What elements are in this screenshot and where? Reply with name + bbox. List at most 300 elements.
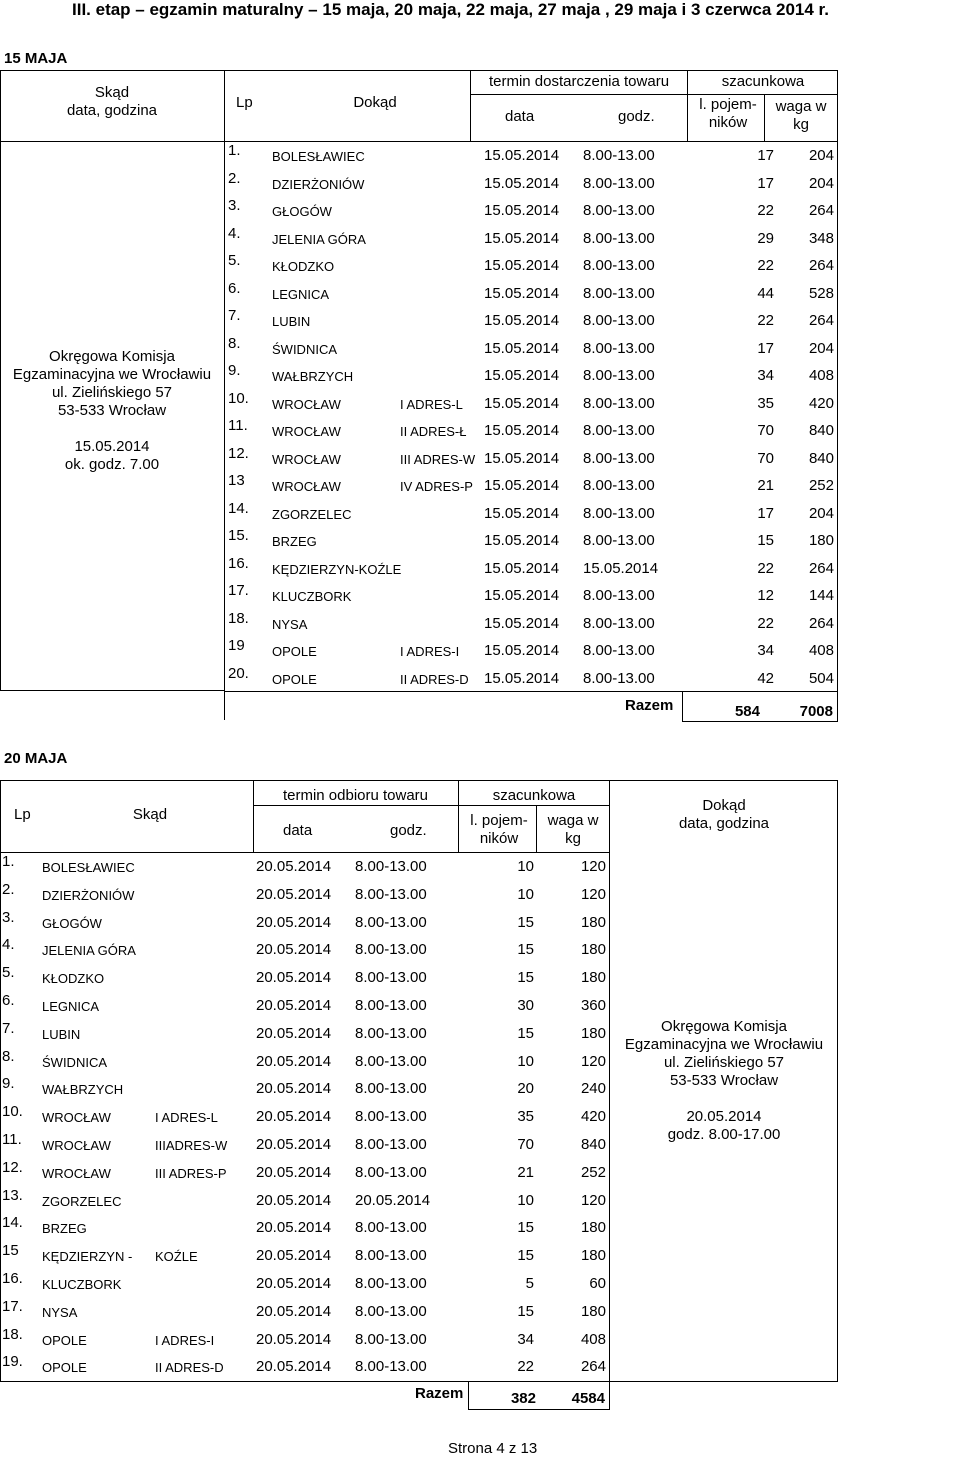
- row-date: 20.05.2014: [256, 1024, 332, 1042]
- row-containers: 10: [517, 858, 534, 875]
- row-city: WROCŁAW: [272, 396, 341, 412]
- row-containers: 42: [757, 669, 774, 687]
- row-containers: 22: [757, 202, 774, 219]
- row-lp: 9.: [228, 362, 241, 379]
- row-lp: 8.: [2, 1047, 15, 1065]
- row-weight: 420: [580, 1108, 606, 1126]
- row-containers: 22: [517, 1358, 534, 1376]
- row-address: III ADRES-W: [400, 451, 476, 467]
- row-containers: 34: [517, 1330, 534, 1348]
- row-address: II ADRES-D: [400, 671, 469, 687]
- row-weight: 408: [808, 642, 834, 659]
- row-date: 20.05.2014: [256, 941, 332, 959]
- row-city: LUBIN: [42, 1026, 81, 1042]
- row-city: WROCŁAW: [272, 451, 341, 467]
- row-containers: 35: [757, 394, 774, 412]
- table-row: [224, 527, 838, 555]
- row-lp: 18.: [228, 609, 249, 627]
- row-city: LEGNICA: [42, 999, 100, 1014]
- row-lp: 5.: [2, 964, 15, 982]
- row-time: 8.00-13.00: [355, 1108, 427, 1126]
- row-lp: 19: [228, 637, 245, 654]
- header-godz: godz.: [618, 108, 655, 125]
- table-row: [0, 1270, 610, 1298]
- header-waga-2: waga w: [547, 812, 599, 829]
- table-row: [0, 1075, 610, 1103]
- table-row: [224, 362, 838, 390]
- row-weight: 180: [580, 1024, 606, 1042]
- row-lp: 16.: [2, 1270, 23, 1287]
- row-address: I ADRES-L: [400, 396, 463, 412]
- destination-address: Okręgowa Komisja Egzaminacyjna we Wrocławiu ul. Zielińskiego 57 53-533 Wrocław 20.05.2014 godz. 8.00-17.00: [624, 1018, 824, 1143]
- row-city: KLUCZBORK: [42, 1277, 122, 1292]
- row-time: 8.00-13.00: [355, 1219, 427, 1237]
- row-weight: 840: [808, 449, 834, 467]
- header-dokad: Dokąd: [353, 94, 397, 111]
- table-15-maja: [0, 70, 838, 722]
- header-pojem-2: l. pojem-: [470, 812, 528, 829]
- row-time: 8.00-13.00: [583, 147, 655, 164]
- razem-label: Razem: [625, 697, 674, 714]
- row-date: 20.05.2014: [256, 1302, 332, 1320]
- row-lp: 12.: [228, 444, 249, 462]
- row-date: 15.05.2014: [484, 257, 560, 274]
- table-row: [224, 335, 838, 363]
- table-row: [0, 1353, 610, 1381]
- row-weight: 264: [580, 1358, 606, 1376]
- row-containers: 10: [517, 885, 534, 903]
- row-lp: 16.: [228, 554, 249, 572]
- row-weight: 264: [808, 202, 834, 219]
- row-time: 8.00-13.00: [583, 504, 655, 522]
- table-row: [0, 1103, 610, 1131]
- table-row: [224, 252, 838, 280]
- razem-pojemniki-2: 382: [510, 1390, 536, 1407]
- row-address: I ADRES-I: [155, 1332, 215, 1348]
- row-date: 15.05.2014: [484, 422, 560, 439]
- row-city: OPOLE: [42, 1360, 87, 1376]
- row-lp: 5.: [228, 252, 241, 269]
- header-dokad-data-2: data, godzina: [678, 815, 770, 832]
- row-lp: 18.: [2, 1325, 23, 1343]
- table-row: [224, 197, 838, 225]
- row-city: BOLESŁAWIEC: [42, 860, 135, 875]
- row-city: WAŁBRZYCH: [42, 1082, 124, 1098]
- row-time: 8.00-13.00: [355, 913, 427, 931]
- row-city: LUBIN: [272, 314, 311, 329]
- row-city: WROCŁAW: [42, 1110, 111, 1126]
- razem-waga: 7008: [799, 703, 833, 720]
- row-containers: 34: [757, 642, 774, 659]
- row-lp: 7.: [2, 1019, 15, 1037]
- row-city: KĘDZIERZYN-KOŹLE: [272, 561, 402, 577]
- row-lp: 20.: [228, 664, 249, 682]
- row-address: II ADRES-Ł: [400, 424, 467, 439]
- header-pojem: l. pojem-: [699, 96, 757, 113]
- header-termin: termin dostarczenia towaru: [488, 73, 670, 90]
- header-lp: Lp: [236, 94, 253, 111]
- row-containers: 17: [757, 339, 774, 357]
- row-containers: 5: [525, 1275, 534, 1292]
- row-date: 20.05.2014: [256, 1358, 332, 1376]
- table-row: [224, 307, 838, 335]
- row-containers: 17: [757, 174, 774, 192]
- row-date: 15.05.2014: [484, 147, 560, 164]
- row-lp: 7.: [228, 307, 241, 324]
- row-time: 8.00-13.00: [583, 669, 655, 687]
- row-lp: 17.: [228, 582, 249, 599]
- row-time: 8.00-13.00: [355, 1024, 427, 1042]
- row-date: 15.05.2014: [484, 559, 560, 577]
- row-containers: 22: [757, 614, 774, 632]
- row-containers: 15: [517, 941, 534, 959]
- row-city: BRZEG: [272, 534, 317, 549]
- row-containers: 10: [517, 1052, 534, 1070]
- row-containers: 22: [757, 257, 774, 274]
- row-date: 15.05.2014: [484, 284, 560, 302]
- row-containers: 34: [757, 367, 774, 384]
- header-pojem2: ników: [708, 114, 748, 131]
- header-skad-data: data, godzina: [66, 102, 158, 119]
- row-weight: 144: [808, 587, 834, 604]
- row-date: 20.05.2014: [256, 885, 332, 903]
- row-weight: 180: [580, 913, 606, 931]
- row-containers: 15: [517, 969, 534, 987]
- row-weight: 120: [580, 1052, 606, 1070]
- row-time: 8.00-13.00: [583, 587, 655, 604]
- row-containers: 15: [517, 1024, 534, 1042]
- row-weight: 204: [808, 147, 834, 164]
- row-weight: 204: [808, 339, 834, 357]
- row-weight: 120: [580, 885, 606, 903]
- row-weight: 840: [808, 422, 834, 439]
- row-containers: 22: [757, 559, 774, 577]
- row-lp: 11.: [2, 1131, 22, 1148]
- header-data-2: data: [283, 822, 313, 839]
- row-lp: 13.: [2, 1186, 23, 1204]
- row-city: OPOLE: [272, 644, 317, 659]
- row-lp: 4.: [228, 224, 241, 242]
- row-address: KOŹLE: [155, 1249, 198, 1265]
- row-city: KŁODZKO: [42, 971, 105, 987]
- row-lp: 6.: [228, 279, 241, 297]
- table-row: [224, 417, 838, 445]
- source-address: Okręgowa Komisja Egzaminacyjna we Wrocławiu ul. Zielińskiego 57 53-533 Wrocław 15.05.2014 ok. godz. 7.00: [12, 348, 212, 473]
- row-lp: 8.: [228, 334, 241, 352]
- row-city: DZIERŻONIÓW: [272, 176, 365, 192]
- row-containers: 17: [757, 147, 774, 164]
- row-city: GŁOGÓW: [272, 204, 332, 219]
- header-waga-kg-2: kg: [565, 830, 581, 847]
- row-date: 15.05.2014: [484, 477, 560, 494]
- row-lp: 17.: [2, 1297, 23, 1315]
- header-pojem2-2: ników: [479, 830, 519, 847]
- row-time: 8.00-13.00: [355, 1302, 427, 1320]
- row-lp: 1.: [2, 853, 15, 870]
- row-lp: 2.: [228, 169, 241, 187]
- row-weight: 504: [808, 669, 834, 687]
- row-weight: 348: [808, 229, 834, 247]
- row-date: 20.05.2014: [256, 1275, 332, 1292]
- row-time: 8.00-13.00: [583, 339, 655, 357]
- row-date: 20.05.2014: [256, 997, 332, 1014]
- row-date: 15.05.2014: [484, 229, 560, 247]
- row-lp: 13: [228, 472, 245, 489]
- row-city: WROCŁAW: [272, 424, 341, 439]
- row-containers: 35: [517, 1108, 534, 1126]
- row-city: BRZEG: [42, 1221, 87, 1237]
- row-time: 8.00-13.00: [355, 997, 427, 1014]
- row-containers: 29: [757, 229, 774, 247]
- row-time: 8.00-13.00: [355, 1275, 427, 1292]
- row-weight: 408: [808, 367, 834, 384]
- row-weight: 180: [580, 969, 606, 987]
- row-lp: 19.: [2, 1353, 23, 1371]
- row-date: 15.05.2014: [484, 312, 560, 329]
- row-weight: 840: [580, 1136, 606, 1153]
- row-time: 8.00-13.00: [583, 394, 655, 412]
- row-lp: 3.: [228, 197, 241, 214]
- row-containers: 12: [757, 587, 774, 604]
- row-weight: 60: [589, 1275, 606, 1292]
- header-waga: waga w: [775, 98, 827, 115]
- row-date: 15.05.2014: [484, 669, 560, 687]
- table-row: [0, 853, 610, 881]
- header-dokad-2: Dokąd: [702, 797, 746, 814]
- row-city: NYSA: [272, 616, 308, 632]
- header-skad: Skąd: [94, 84, 130, 101]
- row-containers: 30: [517, 997, 534, 1014]
- header-szacunkowa: szacunkowa: [721, 73, 805, 90]
- table-row: [0, 1187, 610, 1215]
- row-date: 20.05.2014: [256, 1080, 332, 1098]
- table-row: [0, 909, 610, 937]
- row-time: 8.00-13.00: [583, 367, 655, 384]
- row-address: IIIADRES-W: [155, 1138, 228, 1153]
- row-weight: 264: [808, 559, 834, 577]
- row-time: 8.00-13.00: [355, 969, 427, 987]
- row-time: 8.00-13.00: [355, 885, 427, 903]
- row-city: ZGORZELEC: [42, 1193, 122, 1209]
- row-weight: 180: [808, 532, 834, 549]
- row-weight: 180: [580, 1219, 606, 1237]
- row-weight: 264: [808, 257, 834, 274]
- row-containers: 15: [517, 1219, 534, 1237]
- row-lp: 1.: [228, 142, 241, 159]
- table-row: [224, 500, 838, 528]
- row-address: III ADRES-P: [155, 1165, 227, 1181]
- table-row: [0, 1131, 610, 1159]
- row-time: 8.00-13.00: [355, 1163, 427, 1181]
- row-weight: 408: [580, 1330, 606, 1348]
- row-weight: 120: [580, 1191, 606, 1209]
- row-date: 20.05.2014: [256, 1330, 332, 1348]
- row-time: 8.00-13.00: [583, 449, 655, 467]
- table-row: [224, 390, 838, 418]
- row-lp: 15: [2, 1242, 19, 1260]
- row-weight: 240: [580, 1080, 606, 1098]
- header-skad-2: Skąd: [132, 806, 168, 823]
- section-heading-15-maja: 15 MAJA: [4, 50, 68, 67]
- row-lp: 14.: [2, 1214, 23, 1232]
- row-weight: 360: [580, 997, 606, 1014]
- row-containers: 15: [517, 1247, 534, 1265]
- row-containers: 17: [757, 504, 774, 522]
- row-time: 8.00-13.00: [583, 614, 655, 632]
- row-weight: 264: [808, 614, 834, 632]
- table-row: [0, 1298, 610, 1326]
- table-row: [0, 1159, 610, 1187]
- table-row: [0, 1326, 610, 1354]
- razem-waga-2: 4584: [571, 1390, 605, 1407]
- row-time: 8.00-13.00: [355, 1247, 427, 1265]
- row-time: 20.05.2014: [355, 1191, 431, 1209]
- row-date: 20.05.2014: [256, 1108, 332, 1126]
- row-date: 20.05.2014: [256, 969, 332, 987]
- row-time: 8.00-13.00: [355, 1330, 427, 1348]
- page-footer: Strona 4 z 13: [448, 1440, 538, 1457]
- row-date: 20.05.2014: [256, 1136, 332, 1153]
- row-weight: 180: [580, 1247, 606, 1265]
- table-row: [0, 1242, 610, 1270]
- row-time: 8.00-13.00: [583, 422, 655, 439]
- row-containers: 44: [757, 284, 774, 302]
- row-time: 8.00-13.00: [355, 858, 427, 875]
- row-lp: 9.: [2, 1075, 15, 1093]
- row-lp: 14.: [228, 499, 249, 517]
- table-row: [224, 472, 838, 500]
- row-date: 15.05.2014: [484, 367, 560, 384]
- row-date: 15.05.2014: [484, 642, 560, 659]
- row-weight: 420: [808, 394, 834, 412]
- row-date: 20.05.2014: [256, 1219, 332, 1237]
- row-time: 8.00-13.00: [583, 642, 655, 659]
- row-weight: 180: [580, 1302, 606, 1320]
- row-weight: 252: [580, 1163, 606, 1181]
- row-containers: 70: [517, 1136, 534, 1153]
- row-time: 8.00-13.00: [355, 1080, 427, 1098]
- row-city: DZIERŻONIÓW: [42, 887, 135, 903]
- table-row: [224, 582, 838, 610]
- row-address: I ADRES-L: [155, 1110, 218, 1126]
- row-date: 15.05.2014: [484, 202, 560, 219]
- table-row: [224, 170, 838, 198]
- row-time: 8.00-13.00: [583, 229, 655, 247]
- table-row: [0, 964, 610, 992]
- row-weight: 120: [580, 858, 606, 875]
- row-date: 20.05.2014: [256, 1052, 332, 1070]
- row-time: 8.00-13.00: [583, 477, 655, 494]
- row-city: WAŁBRZYCH: [272, 369, 354, 384]
- table-row: [0, 936, 610, 964]
- row-lp: 3.: [2, 908, 15, 926]
- table-row: [224, 665, 838, 693]
- row-date: 15.05.2014: [484, 614, 560, 632]
- row-containers: 70: [757, 449, 774, 467]
- row-containers: 21: [757, 477, 774, 494]
- row-date: 15.05.2014: [484, 449, 560, 467]
- table-row: [0, 1214, 610, 1242]
- row-lp: 4.: [2, 936, 15, 954]
- row-date: 15.05.2014: [484, 504, 560, 522]
- row-lp: 12.: [2, 1158, 23, 1176]
- row-time: 8.00-13.00: [583, 284, 655, 302]
- row-containers: 15: [517, 913, 534, 931]
- row-weight: 204: [808, 504, 834, 522]
- table-row: [0, 1020, 610, 1048]
- table-row: [224, 142, 838, 170]
- table-row: [0, 1048, 610, 1076]
- row-date: 20.05.2014: [256, 858, 332, 875]
- row-lp: 10.: [228, 389, 249, 407]
- razem-pojemniki: 584: [734, 703, 760, 720]
- row-containers: 20: [517, 1080, 534, 1098]
- row-city: ŚWIDNICA: [272, 341, 337, 357]
- row-weight: 180: [580, 941, 606, 959]
- row-time: 8.00-13.00: [583, 174, 655, 192]
- row-time: 8.00-13.00: [583, 257, 655, 274]
- row-containers: 15: [517, 1302, 534, 1320]
- row-lp: 6.: [2, 992, 15, 1009]
- table-row: [0, 992, 610, 1020]
- row-date: 15.05.2014: [484, 587, 560, 604]
- row-date: 20.05.2014: [256, 1191, 332, 1209]
- row-date: 20.05.2014: [256, 1247, 332, 1265]
- row-lp: 15.: [228, 527, 249, 544]
- header-godz-2: godz.: [390, 822, 427, 839]
- row-weight: 252: [808, 477, 834, 494]
- page-title: III. etap – egzamin maturalny – 15 maja, 20 maja, 22 maja, 27 maja , 29 maja i 3 czerwca 2014 r.: [72, 0, 829, 19]
- row-weight: 528: [808, 284, 834, 302]
- table-row: [224, 610, 838, 638]
- row-city: ŚWIDNICA: [42, 1054, 107, 1070]
- row-time: 8.00-13.00: [355, 1358, 427, 1376]
- row-time: 8.00-13.00: [583, 532, 655, 549]
- header-waga-kg: kg: [793, 116, 809, 133]
- row-lp: 11.: [228, 417, 248, 434]
- row-city: LEGNICA: [272, 286, 330, 302]
- row-city: JELENIA GÓRA: [272, 231, 366, 247]
- table-row: [224, 225, 838, 253]
- row-city: OPOLE: [42, 1332, 87, 1348]
- row-containers: 10: [517, 1191, 534, 1209]
- row-city: GŁOGÓW: [42, 915, 102, 931]
- row-lp: 10.: [2, 1103, 23, 1121]
- row-lp: 2.: [2, 880, 15, 898]
- row-date: 15.05.2014: [484, 339, 560, 357]
- row-city: NYSA: [42, 1304, 78, 1320]
- row-time: 8.00-13.00: [355, 1052, 427, 1070]
- row-time: 15.05.2014: [583, 559, 659, 577]
- row-address: II ADRES-D: [155, 1360, 224, 1376]
- razem-label-2: Razem: [415, 1385, 464, 1402]
- row-city: KŁODZKO: [272, 259, 335, 274]
- row-containers: 70: [757, 422, 774, 439]
- row-weight: 204: [808, 174, 834, 192]
- row-date: 15.05.2014: [484, 394, 560, 412]
- table-row: [224, 637, 838, 665]
- row-time: 8.00-13.00: [355, 1136, 427, 1153]
- row-city: WROCŁAW: [42, 1138, 111, 1153]
- table-row: [224, 280, 838, 308]
- header-szacunkowa-2: szacunkowa: [492, 787, 576, 804]
- row-date: 15.05.2014: [484, 174, 560, 192]
- row-containers: 21: [517, 1163, 534, 1181]
- row-weight: 264: [808, 312, 834, 329]
- row-city: KLUCZBORK: [272, 589, 352, 604]
- row-date: 15.05.2014: [484, 532, 560, 549]
- row-time: 8.00-13.00: [355, 941, 427, 959]
